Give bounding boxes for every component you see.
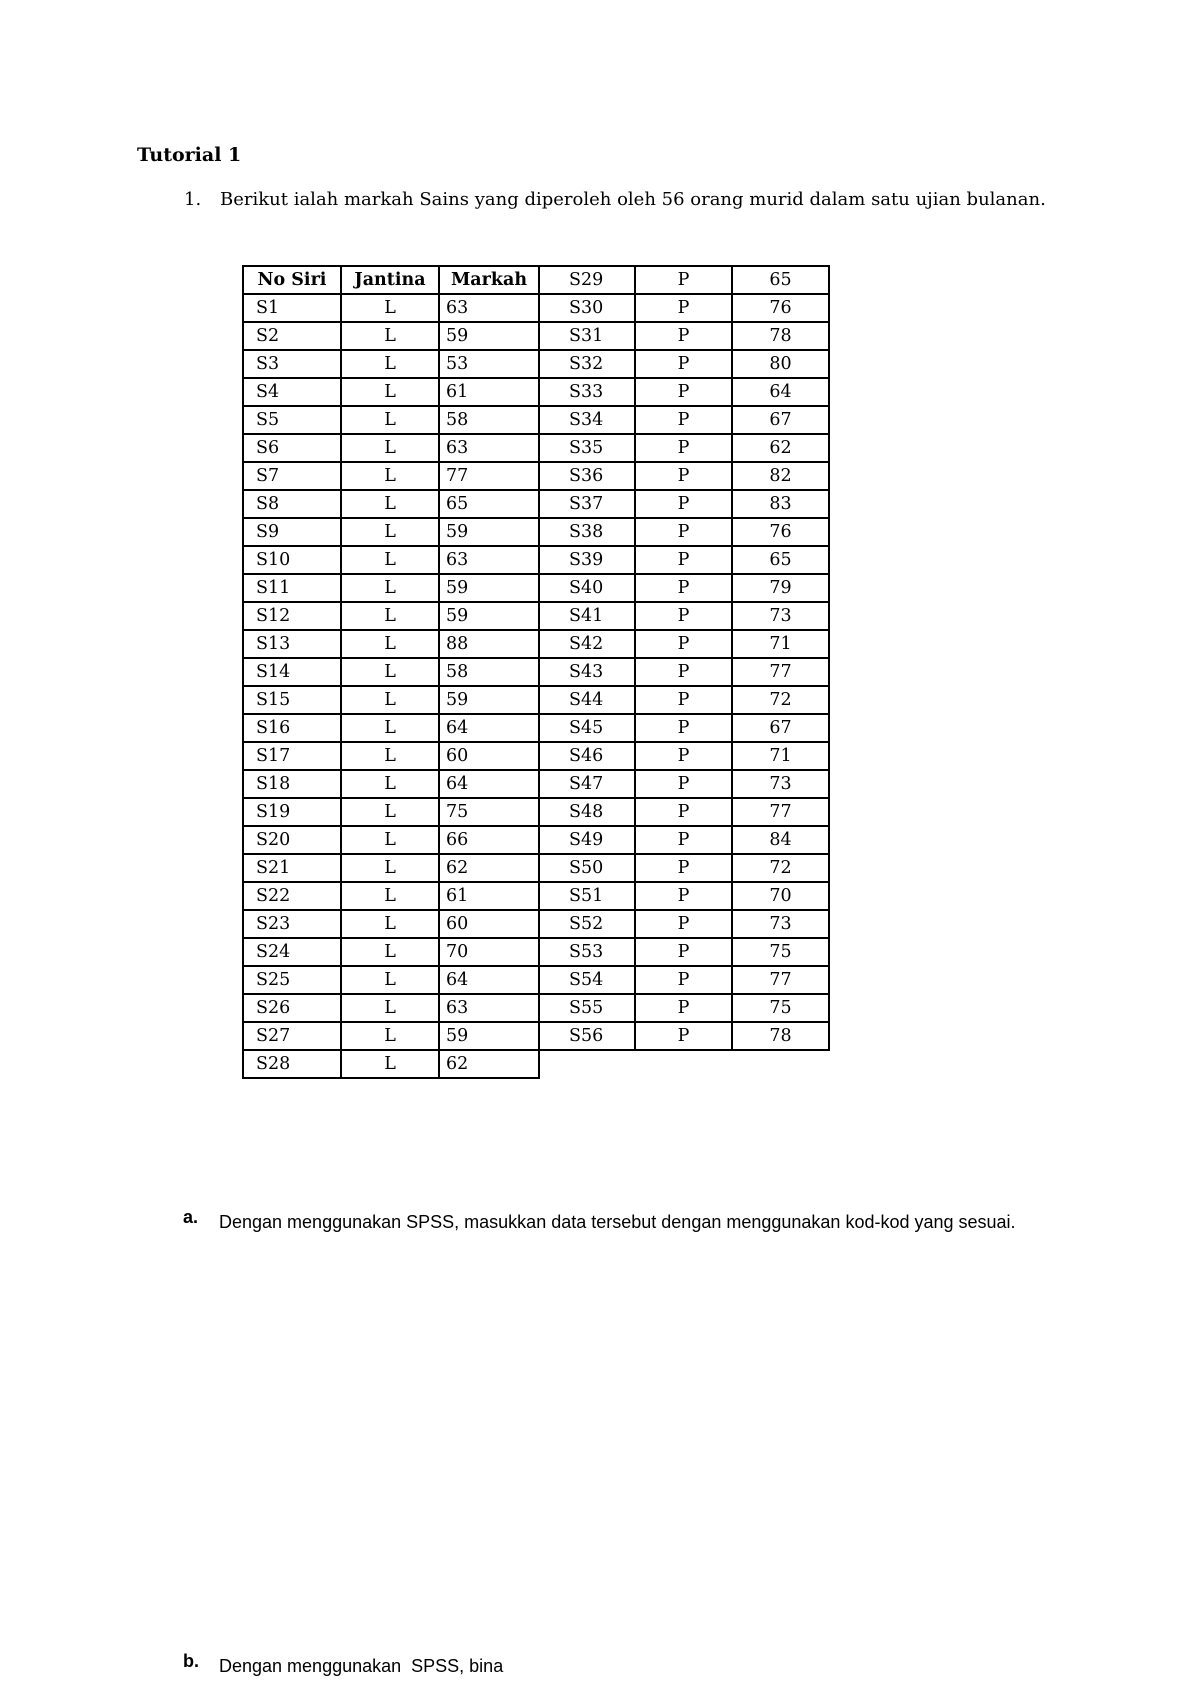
- table-cell: 53: [439, 350, 539, 378]
- table-row: [243, 994, 829, 1022]
- table-cell: S39: [539, 546, 635, 574]
- question-1-number: 1.: [184, 189, 202, 210]
- table-cell: S1: [243, 294, 341, 322]
- table-cell: P: [635, 322, 732, 350]
- table-cell: S53: [539, 938, 635, 966]
- table-cell: P: [635, 350, 732, 378]
- table-header-row: [243, 266, 829, 294]
- table-cell: 62: [439, 854, 539, 882]
- table-cell: P: [635, 882, 732, 910]
- table-cell: S47: [539, 770, 635, 798]
- table-cell: 80: [732, 350, 829, 378]
- table-cell: S18: [243, 770, 341, 798]
- table-cell: P: [635, 266, 732, 294]
- table-cell: P: [635, 378, 732, 406]
- table-cell: 79: [732, 574, 829, 602]
- table-row: [243, 938, 829, 966]
- table-cell: S22: [243, 882, 341, 910]
- table-cell: S10: [243, 546, 341, 574]
- table-cell: L: [341, 518, 439, 546]
- table-row: [243, 294, 829, 322]
- table-cell: L: [341, 434, 439, 462]
- table-cell: S46: [539, 742, 635, 770]
- table-cell: P: [635, 770, 732, 798]
- table-cell: 83: [732, 490, 829, 518]
- table-cell: 77: [732, 658, 829, 686]
- table-body: [243, 294, 829, 1078]
- table-cell: 60: [439, 910, 539, 938]
- table-cell: [635, 1050, 732, 1078]
- table-cell: S15: [243, 686, 341, 714]
- part-a-label: a.: [183, 1207, 199, 1227]
- table-cell: L: [341, 322, 439, 350]
- table-cell: 64: [439, 770, 539, 798]
- table-cell: P: [635, 826, 732, 854]
- part-b-label: b.: [183, 1651, 199, 1671]
- table-cell: 71: [732, 630, 829, 658]
- table-cell: L: [341, 742, 439, 770]
- table-cell: P: [635, 630, 732, 658]
- table-cell: S16: [243, 714, 341, 742]
- table-cell: 63: [439, 294, 539, 322]
- table-cell: 59: [439, 574, 539, 602]
- table-cell: 65: [732, 546, 829, 574]
- table-cell: 63: [439, 994, 539, 1022]
- table-cell: S3: [243, 350, 341, 378]
- table-cell: 60: [439, 742, 539, 770]
- table-cell: 65: [732, 266, 829, 294]
- table-cell: 75: [732, 938, 829, 966]
- table-cell: S17: [243, 742, 341, 770]
- part-a-text: Dengan menggunakan SPSS, masukkan data tersebut dengan menggunakan kod-kod yang sesuai.: [219, 1212, 1016, 1232]
- table-cell: 76: [732, 294, 829, 322]
- table-cell: S13: [243, 630, 341, 658]
- table-row: [243, 770, 829, 798]
- table-cell: 78: [732, 322, 829, 350]
- table-cell: L: [341, 826, 439, 854]
- table-cell: S49: [539, 826, 635, 854]
- table-cell: L: [341, 630, 439, 658]
- table-cell: S2: [243, 322, 341, 350]
- table-row: [243, 546, 829, 574]
- table-cell: S31: [539, 322, 635, 350]
- table-row: [243, 350, 829, 378]
- table-row: [243, 518, 829, 546]
- table-cell: P: [635, 994, 732, 1022]
- table-cell: S14: [243, 658, 341, 686]
- table-cell: 88: [439, 630, 539, 658]
- table-cell: S25: [243, 966, 341, 994]
- table-cell: S30: [539, 294, 635, 322]
- table-cell: S38: [539, 518, 635, 546]
- table-row: [243, 462, 829, 490]
- table-cell: 61: [439, 378, 539, 406]
- table-cell: 63: [439, 434, 539, 462]
- table-cell: 58: [439, 406, 539, 434]
- header-jantina: Jantina: [341, 266, 439, 294]
- table-cell: S32: [539, 350, 635, 378]
- table-row: [243, 434, 829, 462]
- table-cell: P: [635, 490, 732, 518]
- table-row: [243, 406, 829, 434]
- marks-table: [242, 265, 830, 1079]
- table-cell: P: [635, 658, 732, 686]
- table-cell: L: [341, 1022, 439, 1050]
- header-markah: Markah: [439, 266, 539, 294]
- table-cell: L: [341, 714, 439, 742]
- table-cell: 59: [439, 322, 539, 350]
- table-cell: L: [341, 994, 439, 1022]
- table-cell: S24: [243, 938, 341, 966]
- table-cell: 77: [732, 966, 829, 994]
- table-cell: P: [635, 714, 732, 742]
- table-cell: S45: [539, 714, 635, 742]
- table-cell: L: [341, 770, 439, 798]
- table-cell: S23: [243, 910, 341, 938]
- table-cell: 73: [732, 910, 829, 938]
- table-row: [243, 602, 829, 630]
- table-cell: P: [635, 294, 732, 322]
- table-cell: L: [341, 350, 439, 378]
- table-cell: 75: [732, 994, 829, 1022]
- table-cell: S55: [539, 994, 635, 1022]
- table-cell: 65: [439, 490, 539, 518]
- table-row: [243, 742, 829, 770]
- table-cell: 64: [439, 714, 539, 742]
- table-cell: S36: [539, 462, 635, 490]
- table-cell: L: [341, 490, 439, 518]
- table-cell: S35: [539, 434, 635, 462]
- table-row: [243, 630, 829, 658]
- table-cell: S29: [539, 266, 635, 294]
- table-cell: 77: [732, 798, 829, 826]
- table-cell: 58: [439, 658, 539, 686]
- table-cell: S27: [243, 1022, 341, 1050]
- table-cell: P: [635, 1022, 732, 1050]
- table-cell: S48: [539, 798, 635, 826]
- table-cell: 66: [439, 826, 539, 854]
- table-cell: 77: [439, 462, 539, 490]
- table-cell: P: [635, 798, 732, 826]
- table-cell: 72: [732, 854, 829, 882]
- table-row: [243, 966, 829, 994]
- table-cell: L: [341, 462, 439, 490]
- table-cell: 73: [732, 770, 829, 798]
- table-cell: 82: [732, 462, 829, 490]
- table-cell: S43: [539, 658, 635, 686]
- table-cell: S21: [243, 854, 341, 882]
- table-cell: 70: [732, 882, 829, 910]
- table-cell: S33: [539, 378, 635, 406]
- table-cell: 67: [732, 714, 829, 742]
- table-cell: P: [635, 546, 732, 574]
- table-cell: 63: [439, 546, 539, 574]
- table-cell: P: [635, 518, 732, 546]
- table-cell: P: [635, 686, 732, 714]
- table-cell: S52: [539, 910, 635, 938]
- table-cell: S40: [539, 574, 635, 602]
- table-cell: S54: [539, 966, 635, 994]
- table-cell: S8: [243, 490, 341, 518]
- table-cell: S28: [243, 1050, 341, 1078]
- table-cell: 75: [439, 798, 539, 826]
- table-cell: 78: [732, 1022, 829, 1050]
- table-cell: 73: [732, 602, 829, 630]
- table-cell: P: [635, 910, 732, 938]
- table-cell: P: [635, 462, 732, 490]
- table-cell: L: [341, 574, 439, 602]
- table-cell: S44: [539, 686, 635, 714]
- table-cell: S12: [243, 602, 341, 630]
- table-cell: P: [635, 742, 732, 770]
- table-cell: 76: [732, 518, 829, 546]
- table-cell: S51: [539, 882, 635, 910]
- table-cell: 64: [439, 966, 539, 994]
- table-row: [243, 798, 829, 826]
- table-cell: L: [341, 406, 439, 434]
- table-row: [243, 490, 829, 518]
- table-cell: P: [635, 434, 732, 462]
- table-cell: [539, 1050, 635, 1078]
- table-row: [243, 882, 829, 910]
- table-row: [243, 714, 829, 742]
- table-cell: S26: [243, 994, 341, 1022]
- table-cell: P: [635, 966, 732, 994]
- table-cell: S7: [243, 462, 341, 490]
- table-cell: P: [635, 602, 732, 630]
- table-row: [243, 686, 829, 714]
- table-cell: P: [635, 938, 732, 966]
- table-row: [243, 854, 829, 882]
- table-cell: S20: [243, 826, 341, 854]
- table-cell: L: [341, 378, 439, 406]
- table-cell: L: [341, 966, 439, 994]
- table-cell: 59: [439, 1022, 539, 1050]
- table-cell: 59: [439, 686, 539, 714]
- table-cell: P: [635, 574, 732, 602]
- table-row: [243, 574, 829, 602]
- table-row: [243, 1022, 829, 1050]
- table-row: [243, 658, 829, 686]
- table-cell: L: [341, 910, 439, 938]
- part-b-text: Dengan menggunakan SPSS, bina: [219, 1656, 504, 1676]
- document-title: Tutorial 1: [137, 144, 242, 166]
- table-cell: 59: [439, 518, 539, 546]
- table-cell: S41: [539, 602, 635, 630]
- table-cell: S6: [243, 434, 341, 462]
- header-no-siri: No Siri: [243, 266, 341, 294]
- table-cell: 64: [732, 378, 829, 406]
- table-cell: 70: [439, 938, 539, 966]
- table-cell: 71: [732, 742, 829, 770]
- table-cell: S37: [539, 490, 635, 518]
- question-1-text: Berikut ialah markah Sains yang diperoleh oleh 56 orang murid dalam satu ujian bulanan.: [220, 189, 1046, 210]
- table-cell: L: [341, 882, 439, 910]
- table-cell: L: [341, 798, 439, 826]
- table-cell: S11: [243, 574, 341, 602]
- table-cell: L: [341, 294, 439, 322]
- table-cell: 72: [732, 686, 829, 714]
- table-cell: S42: [539, 630, 635, 658]
- table-cell: S34: [539, 406, 635, 434]
- table-cell: 62: [439, 1050, 539, 1078]
- table-cell: S50: [539, 854, 635, 882]
- table-cell: L: [341, 602, 439, 630]
- table-row: [243, 322, 829, 350]
- table-cell: S19: [243, 798, 341, 826]
- table-cell: 62: [732, 434, 829, 462]
- table-cell: L: [341, 686, 439, 714]
- table-cell: 84: [732, 826, 829, 854]
- table-cell: P: [635, 406, 732, 434]
- table-cell: P: [635, 854, 732, 882]
- table-cell: S56: [539, 1022, 635, 1050]
- table-cell: S9: [243, 518, 341, 546]
- table-cell: 67: [732, 406, 829, 434]
- marks-table-container: [242, 265, 830, 1079]
- table-cell: S5: [243, 406, 341, 434]
- table-row: [243, 826, 829, 854]
- table-cell: [732, 1050, 829, 1078]
- table-row: [243, 378, 829, 406]
- table-cell: L: [341, 658, 439, 686]
- table-cell: L: [341, 1050, 439, 1078]
- table-cell: L: [341, 938, 439, 966]
- table-cell: 61: [439, 882, 539, 910]
- table-cell: 59: [439, 602, 539, 630]
- table-cell: L: [341, 854, 439, 882]
- table-row: [243, 910, 829, 938]
- table-row: [243, 1050, 829, 1078]
- table-cell: S4: [243, 378, 341, 406]
- table-cell: L: [341, 546, 439, 574]
